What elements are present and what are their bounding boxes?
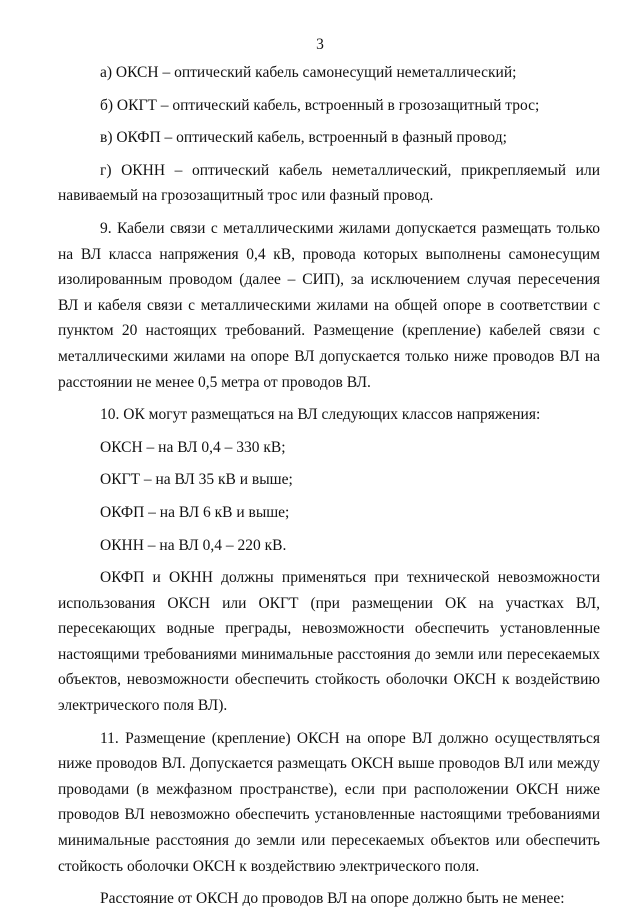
document-body xyxy=(58,60,600,919)
voltage-class-oksn: ОКСН – на ВЛ 0,4 – 330 кВ; xyxy=(100,438,286,456)
definition-item-c: в) ОКФП – оптический кабель, встроенный в фазный провод; xyxy=(100,129,507,147)
voltage-class-okgt: ОКГТ – на ВЛ 35 кВ и выше; xyxy=(100,471,293,489)
page-number: 3 xyxy=(316,36,324,53)
voltage-class-okfp: ОКФП – на ВЛ 6 кВ и выше; xyxy=(100,503,290,521)
definition-item-b: б) ОКГТ – оптический кабель, встроенный в грозозащитный трос; xyxy=(100,96,540,114)
clause-11-distance-intro: Расстояние от ОКСН до проводов ВЛ на опоре должно быть не менее: xyxy=(100,890,565,908)
clause-11: 11. Размещение (крепление) ОКСН на опоре ВЛ должно осуществляться ниже проводов ВЛ. Допускается размещать ОКСН выше проводов ВЛ или между проводами (в межфазном пространстве), если при расположении ОКСН ниже проводов ВЛ невозможно обеспечить установленные настоящими требованиями минимальные расстояния до земли или пересекаемых объектов или обеспечить стойкость оболочки ОКСН к воздействию электрического поля. xyxy=(58,729,600,875)
clause-10-note: ОКФП и ОКНН должны применяться при технической невозможности использования ОКСН или ОКГТ (при размещении ОК на участках ВЛ, пересекающих водные преграды, невозможности обеспечить установленные настоящими требованиями минимальные расстояния до земли или пересекаемых объектов, невозможности обеспечить стойкость оболочки ОКСН к воздействию электрического поля ВЛ). xyxy=(58,569,600,715)
definition-item-a: а) ОКСН – оптический кабель самонесущий неметаллический; xyxy=(100,64,517,81)
definition-item-d: г) ОКНН – оптический кабель неметаллический, прикрепляемый или навиваемый на грозозащитный трос или фазный провод. xyxy=(58,161,600,205)
clause-10-intro: 10. ОК могут размещаться на ВЛ следующих классов напряжения: xyxy=(100,406,541,424)
voltage-class-oknn: ОКНН – на ВЛ 0,4 – 220 кВ. xyxy=(100,536,287,554)
clause-9: 9. Кабели связи с металлическими жилами допускается размещать только на ВЛ класса напряжения 0,4 кВ, провода которых выполнены самонесущим изолированным проводом (далее – СИП), за исключением случая пересечения ВЛ и кабеля связи с металлическими жилами на общей опоре в соответствии с пунктом 20 настоящих требований. Размещение (крепление) кабелей связи с металлическими жилами на опоре ВЛ допускается только ниже проводов ВЛ на расстоянии не менее 0,5 метра от проводов ВЛ. xyxy=(58,219,600,391)
